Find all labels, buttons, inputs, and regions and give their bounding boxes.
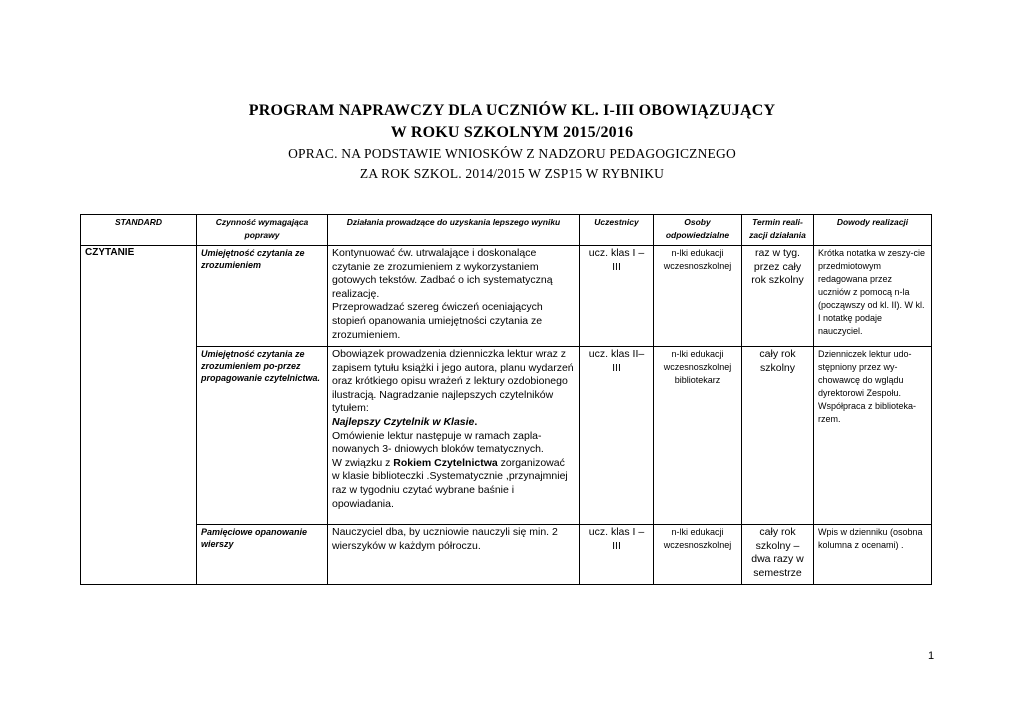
standard-cell: CZYTANIE (81, 246, 197, 585)
table-row (81, 246, 932, 347)
header-standard: STANDARD (81, 215, 197, 246)
actions-text: zorganizować w klasie biblioteczki .Systematycznie ,przynajmniej raz w tygodniu czytać wybrane baśnie i opowiadania. (332, 456, 568, 510)
actions-text: Obowiązek prowadzenia dzienniczka lektur wraz z zapisem tytułu książki i jego autora, planu wydarzeń oraz krótkiego opisu wrażeń z lektury ozdobionego ilustracją. Nagradzanie najlepszych czytelników tytułem: (332, 348, 574, 415)
activity-cell: Pamięciowe opanowanie wierszy (197, 525, 328, 585)
proof-cell: Dzienniczek lektur udo-stępniony przez wy-chowawcę do wglądu dyrektorowi Zespołu. Współpraca z biblioteka-rzem. (814, 347, 932, 525)
activity-cell: Umiejętność czytania ze zrozumieniem po-przez propagowanie czytelnictwa. (197, 347, 328, 525)
subtitle-line-2: ZA ROK SZKOL. 2014/2015 W ZSP15 W RYBNIKU (359, 166, 665, 181)
activity-cell: Umiejętność czytania ze zrozumieniem (197, 246, 328, 347)
actions-paragraph: Przeprowadzać szereg ćwiczeń oceniających stopień opanowania umiejętności czytania ze zrozumieniem. (332, 301, 543, 341)
actions-cell (328, 347, 580, 525)
actions-cell (328, 246, 580, 347)
actions-paragraph: Omówienie lektur następuje w ramach zapla-nowanych 3- dniowych bloków tematycznych. (332, 429, 544, 456)
subtitle-line-1: OPRAC. NA PODSTAWIE WNIOSKÓW Z NADZORU PEDAGOGICZNEGO (288, 146, 736, 161)
participants-cell: ucz. klas I – III (580, 525, 654, 585)
proof-cell: Krótka notatka w zeszy-cie przedmiotowym redagowana przez uczniów z pomocą n-la (począwszy od kl. II). W kl. I notatkę podaje nauczyciel. (814, 246, 932, 347)
actions-paragraph (332, 457, 575, 511)
header-responsible: Osoby odpowiedzialne (654, 215, 742, 246)
responsible-cell: n-lki edukacji wczesnoszkolnej (654, 246, 742, 347)
proof-cell: Wpis w dzienniku (osobna kolumna z ocenami) . (814, 525, 932, 585)
participants-cell: ucz. klas II– III (580, 347, 654, 525)
header-activity: Czynność wymagająca poprawy (197, 215, 328, 246)
header-proof: Dowody realizacji (814, 215, 932, 246)
table-header-row (81, 215, 932, 246)
actions-paragraph (332, 416, 575, 430)
award-title: Najlepszy Czytelnik w Klasie (332, 415, 475, 428)
award-title-dot: . (474, 415, 478, 428)
term-cell: cały rok szkolny – dwa razy w semestrze (742, 525, 814, 585)
term-cell: cały rok szkolny (742, 347, 814, 525)
actions-paragraph: Nauczyciel dba, by uczniowie nauczyli się min. 2 wierszyków w każdym półroczu. (332, 526, 558, 552)
program-table (80, 214, 932, 585)
title-line-1: PROGRAM NAPRAWCZY DLA UCZNIÓW KL. I-III OBOWIĄZUJĄCY (248, 102, 776, 119)
actions-cell (328, 525, 580, 585)
actions-paragraph (332, 348, 575, 416)
header-term: Termin reali-zacji działania (742, 215, 814, 246)
header-actions: Działania prowadzące do uzyskania lepszego wyniku (328, 215, 580, 246)
document-title (0, 100, 1024, 184)
term-cell: raz w tyg. przez cały rok szkolny (742, 246, 814, 347)
responsible-cell: n-lki edukacji wczesnoszkolnej bibliotekarz (654, 347, 742, 525)
actions-text: W związku z (332, 456, 394, 469)
responsible-cell: n-lki edukacji wczesnoszkolnej (654, 525, 742, 585)
reading-year-label: Rokiem Czytelnictwa (393, 456, 498, 469)
actions-paragraph: Kontynuować ćw. utrwalające i doskonalące czytanie ze zrozumieniem z wykorzystaniem gotowych tekstów. Zadbać o ich systematyczną realizację. (332, 247, 553, 300)
participants-cell: ucz. klas I – III (580, 246, 654, 347)
title-line-2: W ROKU SZKOLNYM 2015/2016 (390, 124, 634, 141)
page-number: 1 (928, 650, 935, 662)
header-participants: Uczestnicy (580, 215, 654, 246)
table-row (81, 347, 932, 525)
table-row (81, 525, 932, 585)
